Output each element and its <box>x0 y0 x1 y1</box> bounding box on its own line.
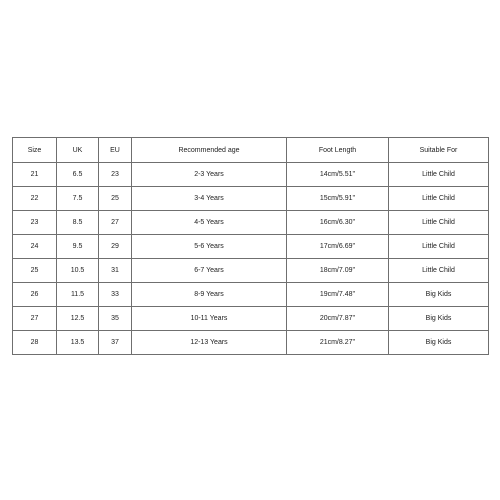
table-row <box>13 187 489 211</box>
cell-uk: 10.5 <box>57 259 99 283</box>
cell-recommended-age: 12-13 Years <box>132 331 287 355</box>
table-body <box>13 163 489 355</box>
cell-foot-length: 20cm/7.87'' <box>287 307 389 331</box>
cell-recommended-age: 6-7 Years <box>132 259 287 283</box>
cell-eu: 23 <box>99 163 132 187</box>
cell-uk: 9.5 <box>57 235 99 259</box>
cell-suitable-for: Little Child <box>389 235 489 259</box>
cell-size: 25 <box>13 259 57 283</box>
table-row <box>13 307 489 331</box>
cell-uk: 7.5 <box>57 187 99 211</box>
cell-recommended-age: 3-4 Years <box>132 187 287 211</box>
table-row <box>13 235 489 259</box>
cell-recommended-age: 4-5 Years <box>132 211 287 235</box>
cell-uk: 8.5 <box>57 211 99 235</box>
cell-foot-length: 16cm/6.30'' <box>287 211 389 235</box>
column-header-uk: UK <box>57 138 99 163</box>
cell-suitable-for: Big Kids <box>389 331 489 355</box>
table-row <box>13 283 489 307</box>
cell-recommended-age: 2-3 Years <box>132 163 287 187</box>
cell-size: 22 <box>13 187 57 211</box>
cell-suitable-for: Little Child <box>389 187 489 211</box>
header-row <box>13 138 489 163</box>
cell-uk: 6.5 <box>57 163 99 187</box>
table-row <box>13 259 489 283</box>
cell-size: 23 <box>13 211 57 235</box>
cell-size: 26 <box>13 283 57 307</box>
cell-size: 21 <box>13 163 57 187</box>
cell-suitable-for: Big Kids <box>389 307 489 331</box>
cell-eu: 25 <box>99 187 132 211</box>
cell-suitable-for: Little Child <box>389 211 489 235</box>
table-row <box>13 163 489 187</box>
cell-recommended-age: 8-9 Years <box>132 283 287 307</box>
cell-suitable-for: Little Child <box>389 163 489 187</box>
table-row <box>13 211 489 235</box>
cell-uk: 12.5 <box>57 307 99 331</box>
cell-size: 27 <box>13 307 57 331</box>
cell-foot-length: 18cm/7.09'' <box>287 259 389 283</box>
column-header-suitable-for: Suitable For <box>389 138 489 163</box>
cell-recommended-age: 5-6 Years <box>132 235 287 259</box>
cell-uk: 13.5 <box>57 331 99 355</box>
cell-foot-length: 19cm/7.48'' <box>287 283 389 307</box>
cell-eu: 31 <box>99 259 132 283</box>
cell-size: 28 <box>13 331 57 355</box>
cell-foot-length: 21cm/8.27'' <box>287 331 389 355</box>
cell-eu: 27 <box>99 211 132 235</box>
cell-uk: 11.5 <box>57 283 99 307</box>
column-header-foot-length: Foot Length <box>287 138 389 163</box>
table-header <box>13 138 489 163</box>
cell-recommended-age: 10-11 Years <box>132 307 287 331</box>
column-header-eu: EU <box>99 138 132 163</box>
cell-suitable-for: Big Kids <box>389 283 489 307</box>
cell-foot-length: 15cm/5.91'' <box>287 187 389 211</box>
cell-foot-length: 14cm/5.51'' <box>287 163 389 187</box>
cell-foot-length: 17cm/6.69'' <box>287 235 389 259</box>
cell-eu: 35 <box>99 307 132 331</box>
column-header-size: Size <box>13 138 57 163</box>
cell-eu: 33 <box>99 283 132 307</box>
cell-eu: 29 <box>99 235 132 259</box>
cell-size: 24 <box>13 235 57 259</box>
cell-eu: 37 <box>99 331 132 355</box>
column-header-recommended-age: Recommended age <box>132 138 287 163</box>
table-row <box>13 331 489 355</box>
size-chart-table <box>12 137 489 355</box>
cell-suitable-for: Little Child <box>389 259 489 283</box>
